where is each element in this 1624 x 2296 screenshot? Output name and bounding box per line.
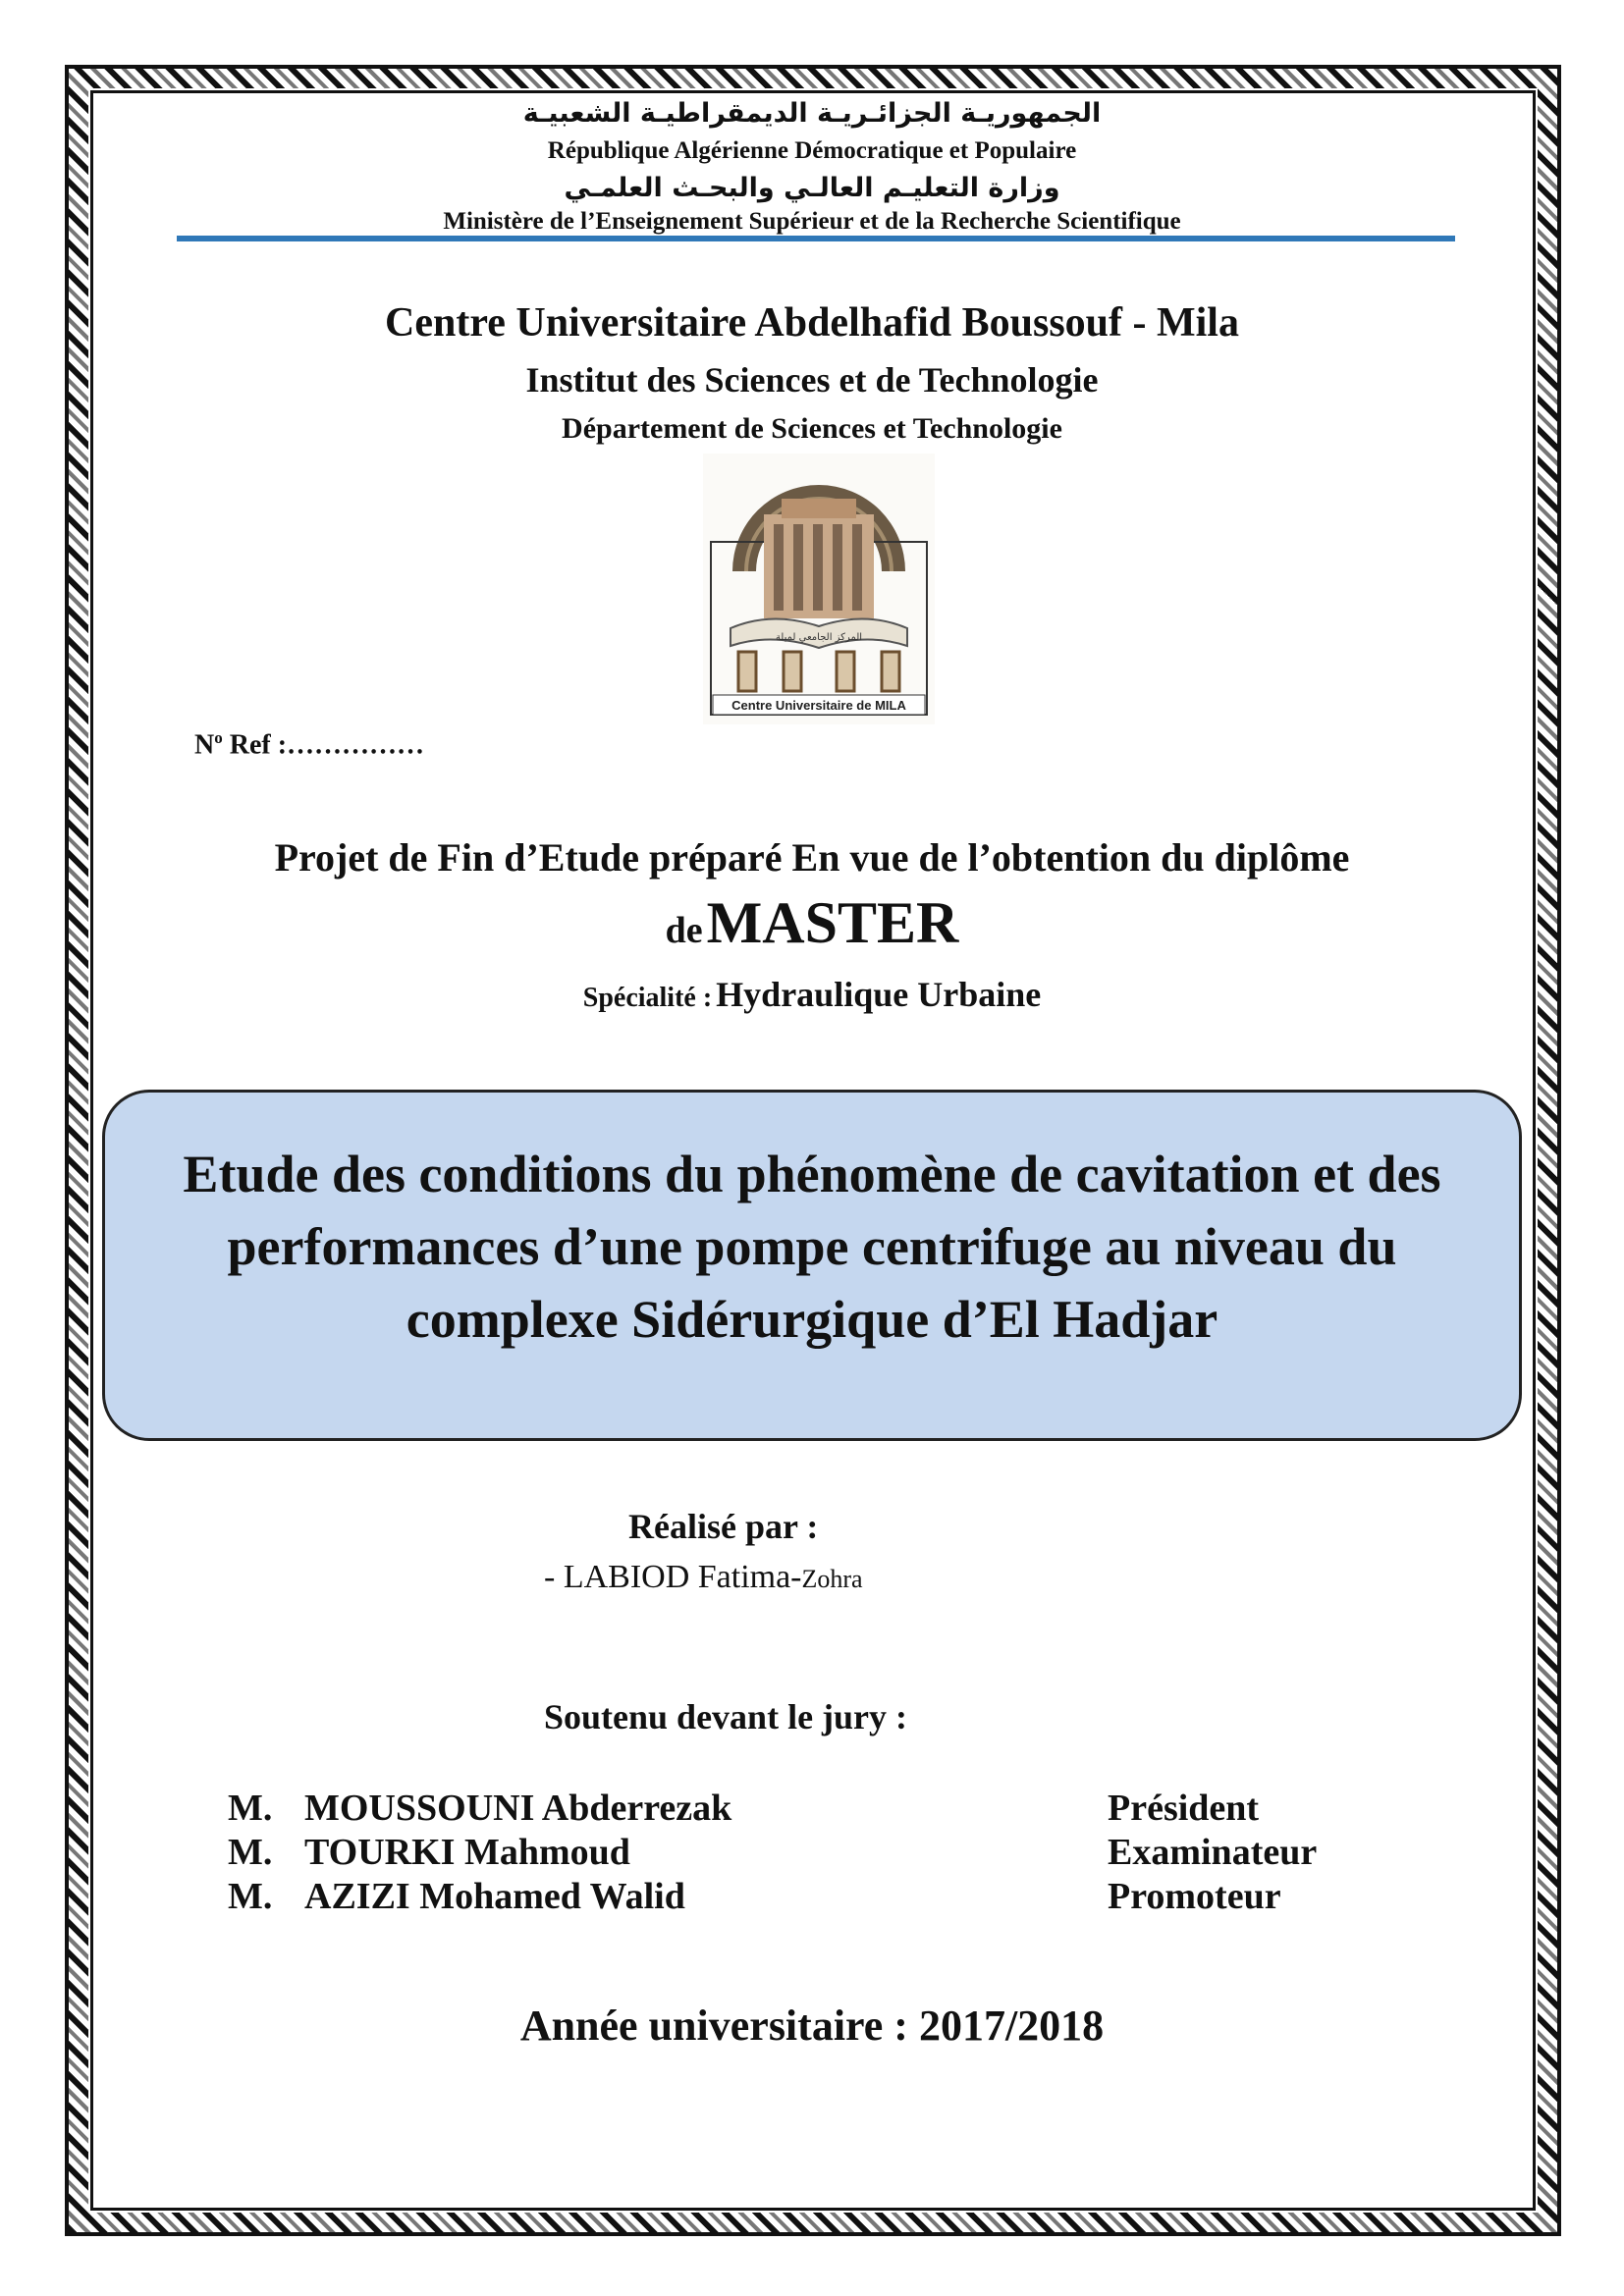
department-name: Département de Sciences et Technologie	[562, 412, 1062, 445]
author-name-small: Zohra	[801, 1565, 863, 1593]
jury-member-name: TOURKI Mahmoud	[304, 1832, 630, 1873]
degree-prefix: de	[665, 910, 703, 951]
author-label: Réalisé par :	[628, 1507, 819, 1546]
thesis-title-box	[102, 1090, 1522, 1441]
project-description: Projet de Fin d’Etude préparé En vue de l’obtention du diplôme	[274, 835, 1350, 880]
jury-member-row	[0, 1875, 1624, 1920]
jury-member-title: M.	[228, 1876, 273, 1917]
institute-name: Institut des Sciences et de Technologie	[525, 360, 1099, 400]
jury-member-role: Examinateur	[1108, 1832, 1318, 1873]
institution-name: Centre Universitaire Abdelhafid Boussouf - Mila	[385, 300, 1239, 346]
jury-member-name: MOUSSOUNI Abderrezak	[304, 1788, 732, 1829]
degree-line	[0, 889, 1624, 957]
jury-member-title: M.	[228, 1788, 273, 1829]
jury-member-name: AZIZI Mohamed Walid	[304, 1876, 685, 1917]
reference-label-sup: o	[214, 728, 223, 747]
jury-member-role: Promoteur	[1108, 1876, 1281, 1917]
university-logo	[703, 454, 935, 724]
specialty-value: Hydraulique Urbaine	[716, 975, 1042, 1014]
author-name-main: - LABIOD Fatima-	[544, 1559, 802, 1595]
jury-member-row	[0, 1831, 1624, 1876]
specialty-label: Spécialité :	[582, 983, 713, 1013]
specialty-line	[0, 974, 1624, 1015]
author-name	[544, 1559, 863, 1596]
header-arabic-republic: الجمهوريـة الجزائـريـة الديمقراطيـة الشعبيـة	[522, 98, 1102, 129]
reference-label-rest: Ref :……………	[222, 729, 425, 761]
jury-label: Soutenu devant le jury :	[544, 1697, 908, 1736]
reference-number	[194, 728, 424, 761]
logo-arabic-text: المركز الجامعي لميلة	[775, 632, 863, 643]
jury-member-title: M.	[228, 1832, 273, 1873]
thesis-title-line-1: Etude des conditions du phénomène de cavitation et des	[183, 1145, 1441, 1203]
header-republic: République Algérienne Démocratique et Populaire	[547, 137, 1077, 164]
header-ministry: Ministère de l’Enseignement Supérieur et de la Recherche Scientifique	[443, 208, 1181, 235]
jury-member-row	[0, 1787, 1624, 1832]
header-arabic-ministry: وزارة التعليـم العالـي والبحـث العلمـي	[564, 173, 1060, 203]
header-divider	[177, 236, 1455, 241]
logo-caption: Centre Universitaire de MILA	[731, 698, 906, 713]
reference-label-prefix: N	[194, 729, 215, 761]
degree-name: MASTER	[706, 890, 959, 955]
thesis-title-line-2: performances d’une pompe centrifuge au niveau du	[227, 1217, 1397, 1276]
university-logo-graphic	[703, 454, 935, 724]
academic-year: Année universitaire : 2017/2018	[519, 2002, 1105, 2050]
thesis-title-line-3: complexe Sidérurgique d’El Hadjar	[406, 1290, 1218, 1349]
jury-member-role: Président	[1108, 1788, 1260, 1829]
